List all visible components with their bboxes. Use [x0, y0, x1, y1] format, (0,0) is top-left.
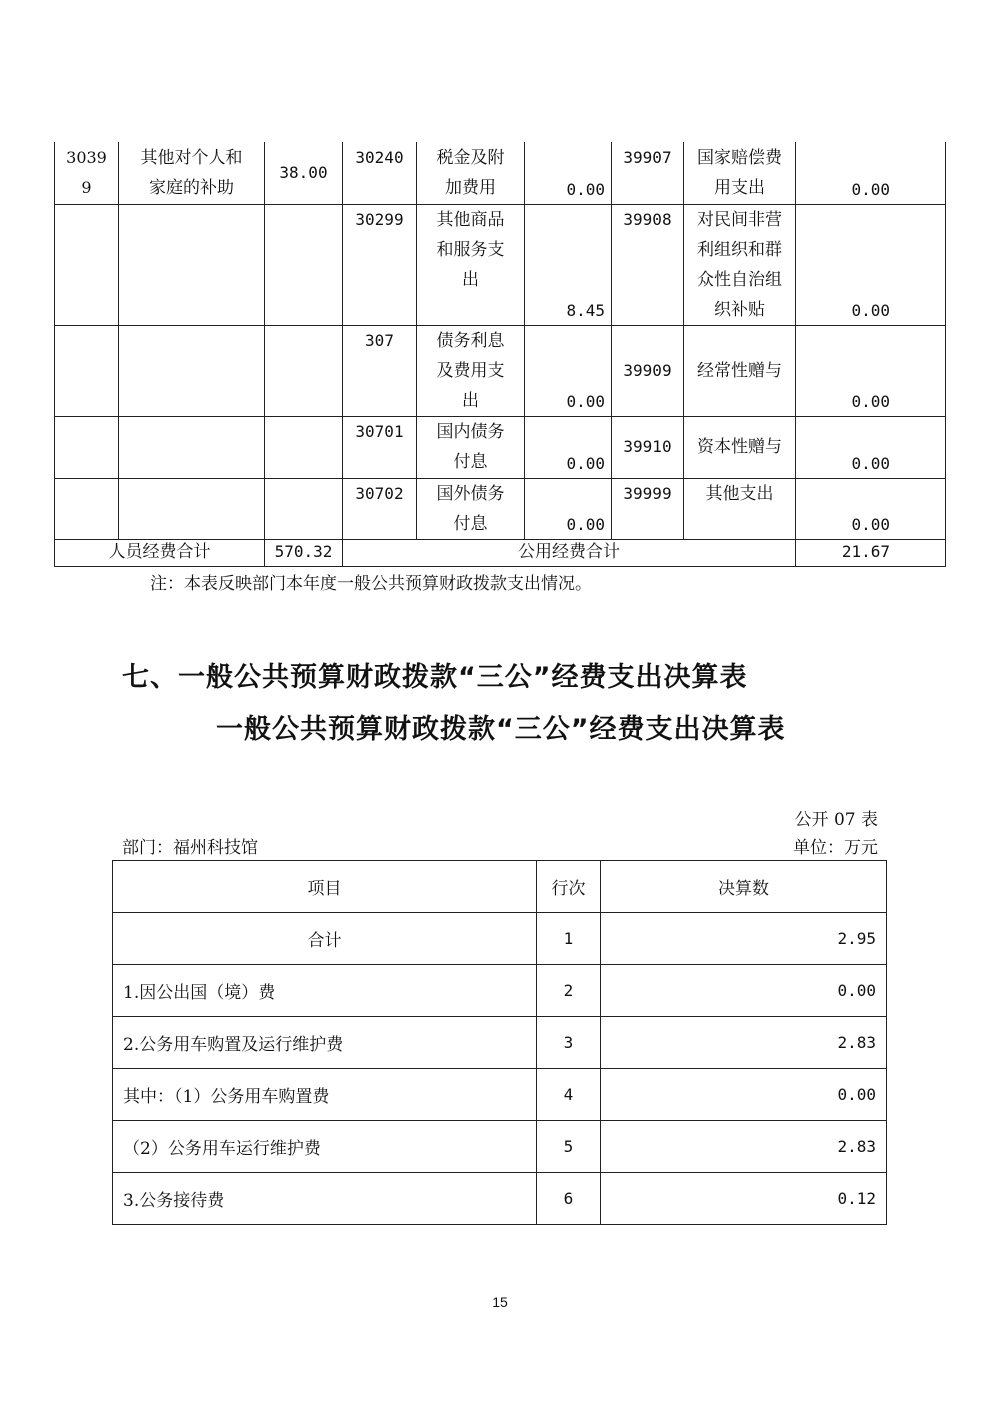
row4-amount-3: 0.00	[851, 454, 890, 473]
row2-code-3: 39908	[623, 210, 672, 229]
row-item: 3.公务接待费	[113, 1173, 537, 1225]
row-amount: 0.12	[601, 1173, 887, 1225]
row3-code-3: 39909	[623, 361, 672, 380]
row-amount: 2.95	[601, 913, 887, 965]
row-item: 其中：（1）公务用车购置费	[113, 1069, 537, 1121]
department-label: 部门：福州科技馆	[122, 838, 258, 858]
row-number: 3	[537, 1017, 601, 1069]
row-item: 2.公务用车购置及运行维护费	[113, 1017, 537, 1069]
row4-item-2: 国内债务 付息	[436, 422, 505, 472]
row5-code-2: 30702	[355, 484, 404, 503]
row1-item: 其他对个人和 家庭的补助	[140, 148, 243, 198]
row3-amount-3: 0.00	[851, 392, 890, 411]
row-amount: 0.00	[601, 1069, 887, 1121]
public-total-value: 21.67	[841, 542, 890, 561]
table-note: 注：本表反映部门本年度一般公共预算财政拨款支出情况。	[150, 574, 592, 594]
table-header-row	[113, 861, 887, 913]
row-amount: 0.00	[601, 965, 887, 1017]
row3-amount-2: 0.00	[566, 392, 605, 411]
row-item: （2）公务用车运行维护费	[113, 1121, 537, 1173]
unit-label: 单位：万元	[793, 838, 878, 858]
personnel-total-value: 570.32	[274, 542, 333, 561]
row2-item-3: 对民间非营 利组织和群 众性自治组 织补贴	[697, 210, 782, 320]
row1-amount-3: 0.00	[851, 180, 890, 199]
row-amount: 2.83	[601, 1017, 887, 1069]
row4-code-3: 39910	[623, 437, 672, 456]
row2-amount-3: 0.00	[851, 301, 890, 320]
row2-code-2: 30299	[355, 210, 404, 229]
section-heading: 七、一般公共预算财政拨款“三公”经费支出决算表	[122, 662, 748, 693]
personnel-total-label: 人员经费合计	[108, 542, 211, 562]
header-item: 项目	[113, 861, 537, 913]
row2-item-2: 其他商品 和服务支 出	[436, 210, 505, 290]
row1-item-2: 税金及附 加费用	[436, 148, 505, 198]
header-amount: 决算数	[601, 861, 887, 913]
header-row-number: 行次	[537, 861, 601, 913]
three-public-expense-table	[112, 860, 887, 1225]
row-number: 2	[537, 965, 601, 1017]
row1-code-3: 39907	[623, 148, 672, 167]
row-number: 4	[537, 1069, 601, 1121]
row5-code-3: 39999	[623, 484, 672, 503]
row5-amount-3: 0.00	[851, 515, 890, 534]
table-row	[113, 1173, 887, 1225]
public-total-label: 公用经费合计	[518, 542, 620, 562]
table-row	[113, 1121, 887, 1173]
table-row	[113, 1069, 887, 1121]
row4-amount-2: 0.00	[566, 454, 605, 473]
row1-code-2: 30240	[355, 148, 404, 167]
row-number: 5	[537, 1121, 601, 1173]
row5-item-3: 其他支出	[705, 484, 774, 504]
row-item: 合计	[113, 913, 537, 965]
table-row	[113, 965, 887, 1017]
row1-amount: 38.00	[279, 163, 328, 182]
row5-amount-2: 0.00	[566, 515, 605, 534]
page-number: 15	[492, 1294, 508, 1310]
row5-item-2: 国外债务 付息	[436, 484, 505, 534]
table-title: 一般公共预算财政拨款“三公”经费支出决算表	[216, 714, 786, 745]
row2-amount-2: 8.45	[566, 301, 605, 320]
row1-item-3: 国家赔偿费 用支出	[697, 148, 782, 198]
row4-code-2: 30701	[355, 422, 404, 441]
row-item: 1.因公出国（境）费	[113, 965, 537, 1017]
expense-detail-table	[54, 142, 946, 567]
row4-item-3: 资本性赠与	[697, 437, 782, 457]
row1-code: 3039 9	[66, 148, 107, 197]
row-number: 1	[537, 913, 601, 965]
table-row	[113, 913, 887, 965]
row3-item-2: 债务利息 及费用支 出	[436, 331, 505, 411]
row3-item-3: 经常性赠与	[697, 361, 782, 381]
row3-code-2: 307	[365, 331, 394, 350]
row-amount: 2.83	[601, 1121, 887, 1173]
table-code: 公开 07 表	[794, 810, 878, 830]
row-number: 6	[537, 1173, 601, 1225]
row1-amount-2: 0.00	[566, 180, 605, 199]
table-row	[113, 1017, 887, 1069]
